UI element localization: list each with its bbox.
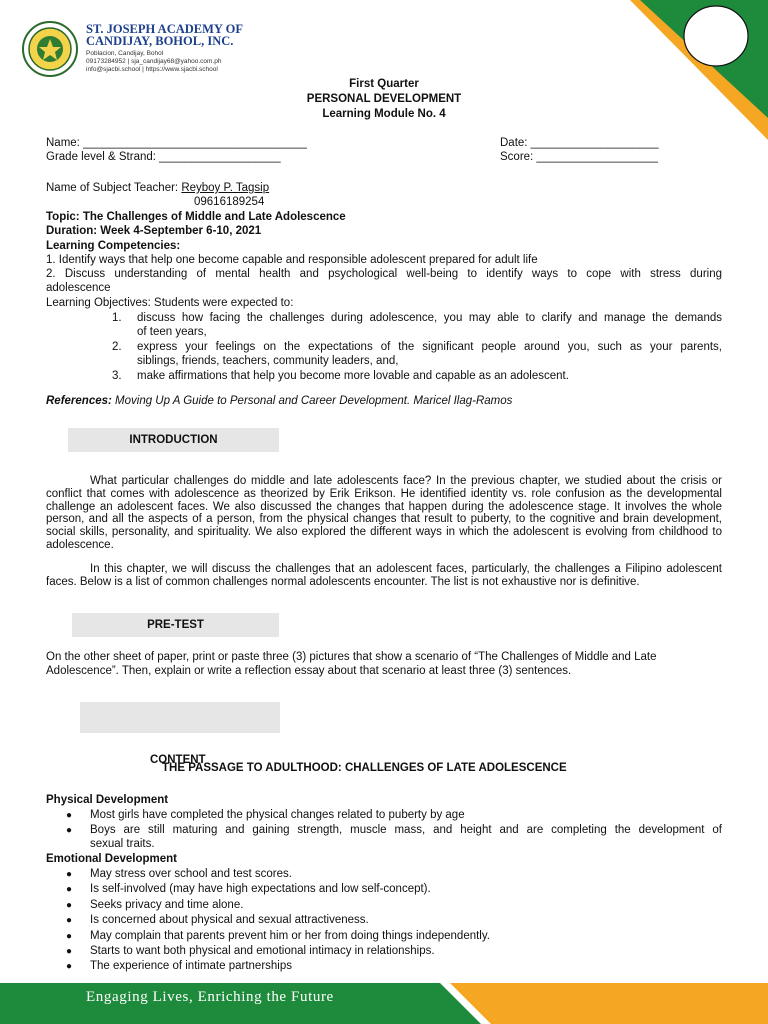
duration: Duration: Week 4-September 6-10, 2021 — [46, 225, 262, 237]
objective-2-line-1: express your feelings on the expectations of the significant people around you, such as your parents, — [137, 341, 722, 353]
school-name — [86, 23, 243, 47]
references-label: References: — [46, 395, 112, 407]
date-field[interactable]: Date: ____________________ — [500, 137, 659, 149]
teacher-phone: 09616189254 — [194, 196, 265, 208]
competency-2-line-2: adolescence — [46, 282, 111, 294]
content-subheading: THE PASSAGE TO ADULTHOOD: CHALLENGES OF LATE ADOLESCENCE — [162, 762, 567, 774]
physical-development-label: Physical Development — [46, 794, 169, 806]
emotional-item: Seeks privacy and time alone. — [90, 899, 244, 911]
competency-1: 1. Identify ways that help one become capable and responsible adolescent prepared for adult life — [46, 254, 538, 266]
emotional-item: Is concerned about physical and sexual attractiveness. — [90, 914, 369, 926]
bullet-icon: ● — [66, 946, 73, 957]
topic: Topic: The Challenges of Middle and Late Adolescence — [46, 211, 346, 223]
objectives-label: Learning Objectives: Students were expected to: — [46, 297, 294, 309]
teacher-label: Name of Subject Teacher: — [46, 182, 182, 194]
content-heading: CONTENT — [150, 754, 206, 766]
bullet-icon: ● — [66, 810, 73, 821]
school-contact-info — [86, 50, 222, 74]
pretest-heading: PRE-TEST — [72, 613, 279, 637]
grade-field[interactable]: Grade level & Strand: ___________________ — [46, 151, 281, 163]
school-name-line-1: ST. JOSEPH ACADEMY OF — [86, 22, 243, 36]
school-phone-email: 09173284952 | sja_candijay68@yahoo.com.ph — [86, 58, 222, 65]
objective-2-number: 2. — [112, 341, 122, 353]
school-seal-logo — [22, 21, 78, 77]
references-text: Moving Up A Guide to Personal and Career Development. Maricel Ilag-Ramos — [111, 395, 513, 407]
emotional-item: May stress over school and test scores. — [90, 868, 292, 880]
introduction-heading: INTRODUCTION — [68, 428, 279, 452]
school-web: info@sjacbi.school | https://www.sjacbi.school — [86, 66, 218, 73]
physical-item-1: Most girls have completed the physical changes related to puberty by age — [90, 809, 465, 821]
content-heading-box — [80, 702, 280, 733]
bullet-icon: ● — [66, 961, 73, 972]
bullet-icon: ● — [66, 869, 73, 880]
introduction-paragraph-1: What particular challenges do middle and late adolescents face? In the previous chapter, we studied about the crisis or conflict that comes with adolescence as theorized by Erik Erikson. He identified identity vs. role confusion as the developmental challenge an adolescent faces. We also discussed the changes that happen during the adolescence stage. It involves the whole person, and all the aspects of a person, from the physical changes that result to puberty, to the cognitive and brain development, social skills, personality, and spirituality. We also explored the different ways in which the adolescent is evolving from childhood to adolescence. — [46, 475, 722, 551]
school-address: Poblacion, Candijay, Bohol — [86, 50, 164, 57]
school-name-line-2: CANDIJAY, BOHOL, INC. — [86, 34, 234, 48]
objective-1-line-2: of teen years, — [137, 326, 207, 338]
objective-2-line-2: siblings, friends, teachers, community leaders, and, — [137, 355, 399, 367]
emotional-development-label: Emotional Development — [46, 853, 177, 865]
physical-item-2-line-2: sexual traits. — [90, 838, 155, 850]
objective-3: make affirmations that help you become more lovable and capable as an adolescent. — [137, 370, 569, 382]
pretest-line-1: On the other sheet of paper, print or paste three (3) pictures that show a scenario of “The Challenges of Middle and Late — [46, 651, 657, 663]
footer-tagline: Engaging Lives, Enriching the Future — [86, 989, 334, 1005]
references — [46, 395, 512, 407]
emotional-item: Starts to want both physical and emotional intimacy in relationships. — [90, 945, 435, 957]
objective-1-line-1: discuss how facing the challenges during adolescence, you may able to clarify and manage the demands — [137, 312, 722, 324]
objective-1-number: 1. — [112, 312, 122, 324]
score-field[interactable]: Score: ___________________ — [500, 151, 658, 163]
emotional-item: May complain that parents prevent him or her from doing things independently. — [90, 930, 490, 942]
objective-3-number: 3. — [112, 370, 122, 382]
emotional-item: The experience of intimate partnerships — [90, 960, 292, 972]
bullet-icon: ● — [66, 915, 73, 926]
bullet-icon: ● — [66, 884, 73, 895]
title-quarter: First Quarter — [349, 78, 419, 90]
physical-item-2-line-1: Boys are still maturing and gaining strength, muscle mass, and height and are completing the development of — [90, 824, 722, 836]
introduction-paragraph-2: In this chapter, we will discuss the challenges that an adolescent faces, particularly, the challenges a Filipino adolescent faces. Below is a list of common challenges normal adolescents encounter. The list is not exhaustive nor is definitive. — [46, 563, 722, 588]
emotional-item: Is self-involved (may have high expectations and low self-concept). — [90, 883, 431, 895]
teacher-name: Reyboy P. Tagsip — [181, 182, 270, 194]
competencies-label: Learning Competencies: — [46, 240, 181, 252]
competency-2-line-1: 2. Discuss understanding of mental health and psychological well-being to identify ways to cope with stress during — [46, 268, 722, 280]
pretest-line-2: Adolescence”. Then, explain or write a reflection essay about that scenario at least three (3) sentences. — [46, 665, 572, 677]
name-field[interactable]: Name: ___________________________________ — [46, 137, 307, 149]
teacher-line — [46, 182, 269, 194]
title-module: Learning Module No. 4 — [322, 108, 446, 120]
title-subject: PERSONAL DEVELOPMENT — [306, 93, 462, 105]
bullet-icon: ● — [66, 931, 73, 942]
bullet-icon: ● — [66, 825, 73, 836]
bullet-icon: ● — [66, 900, 73, 911]
